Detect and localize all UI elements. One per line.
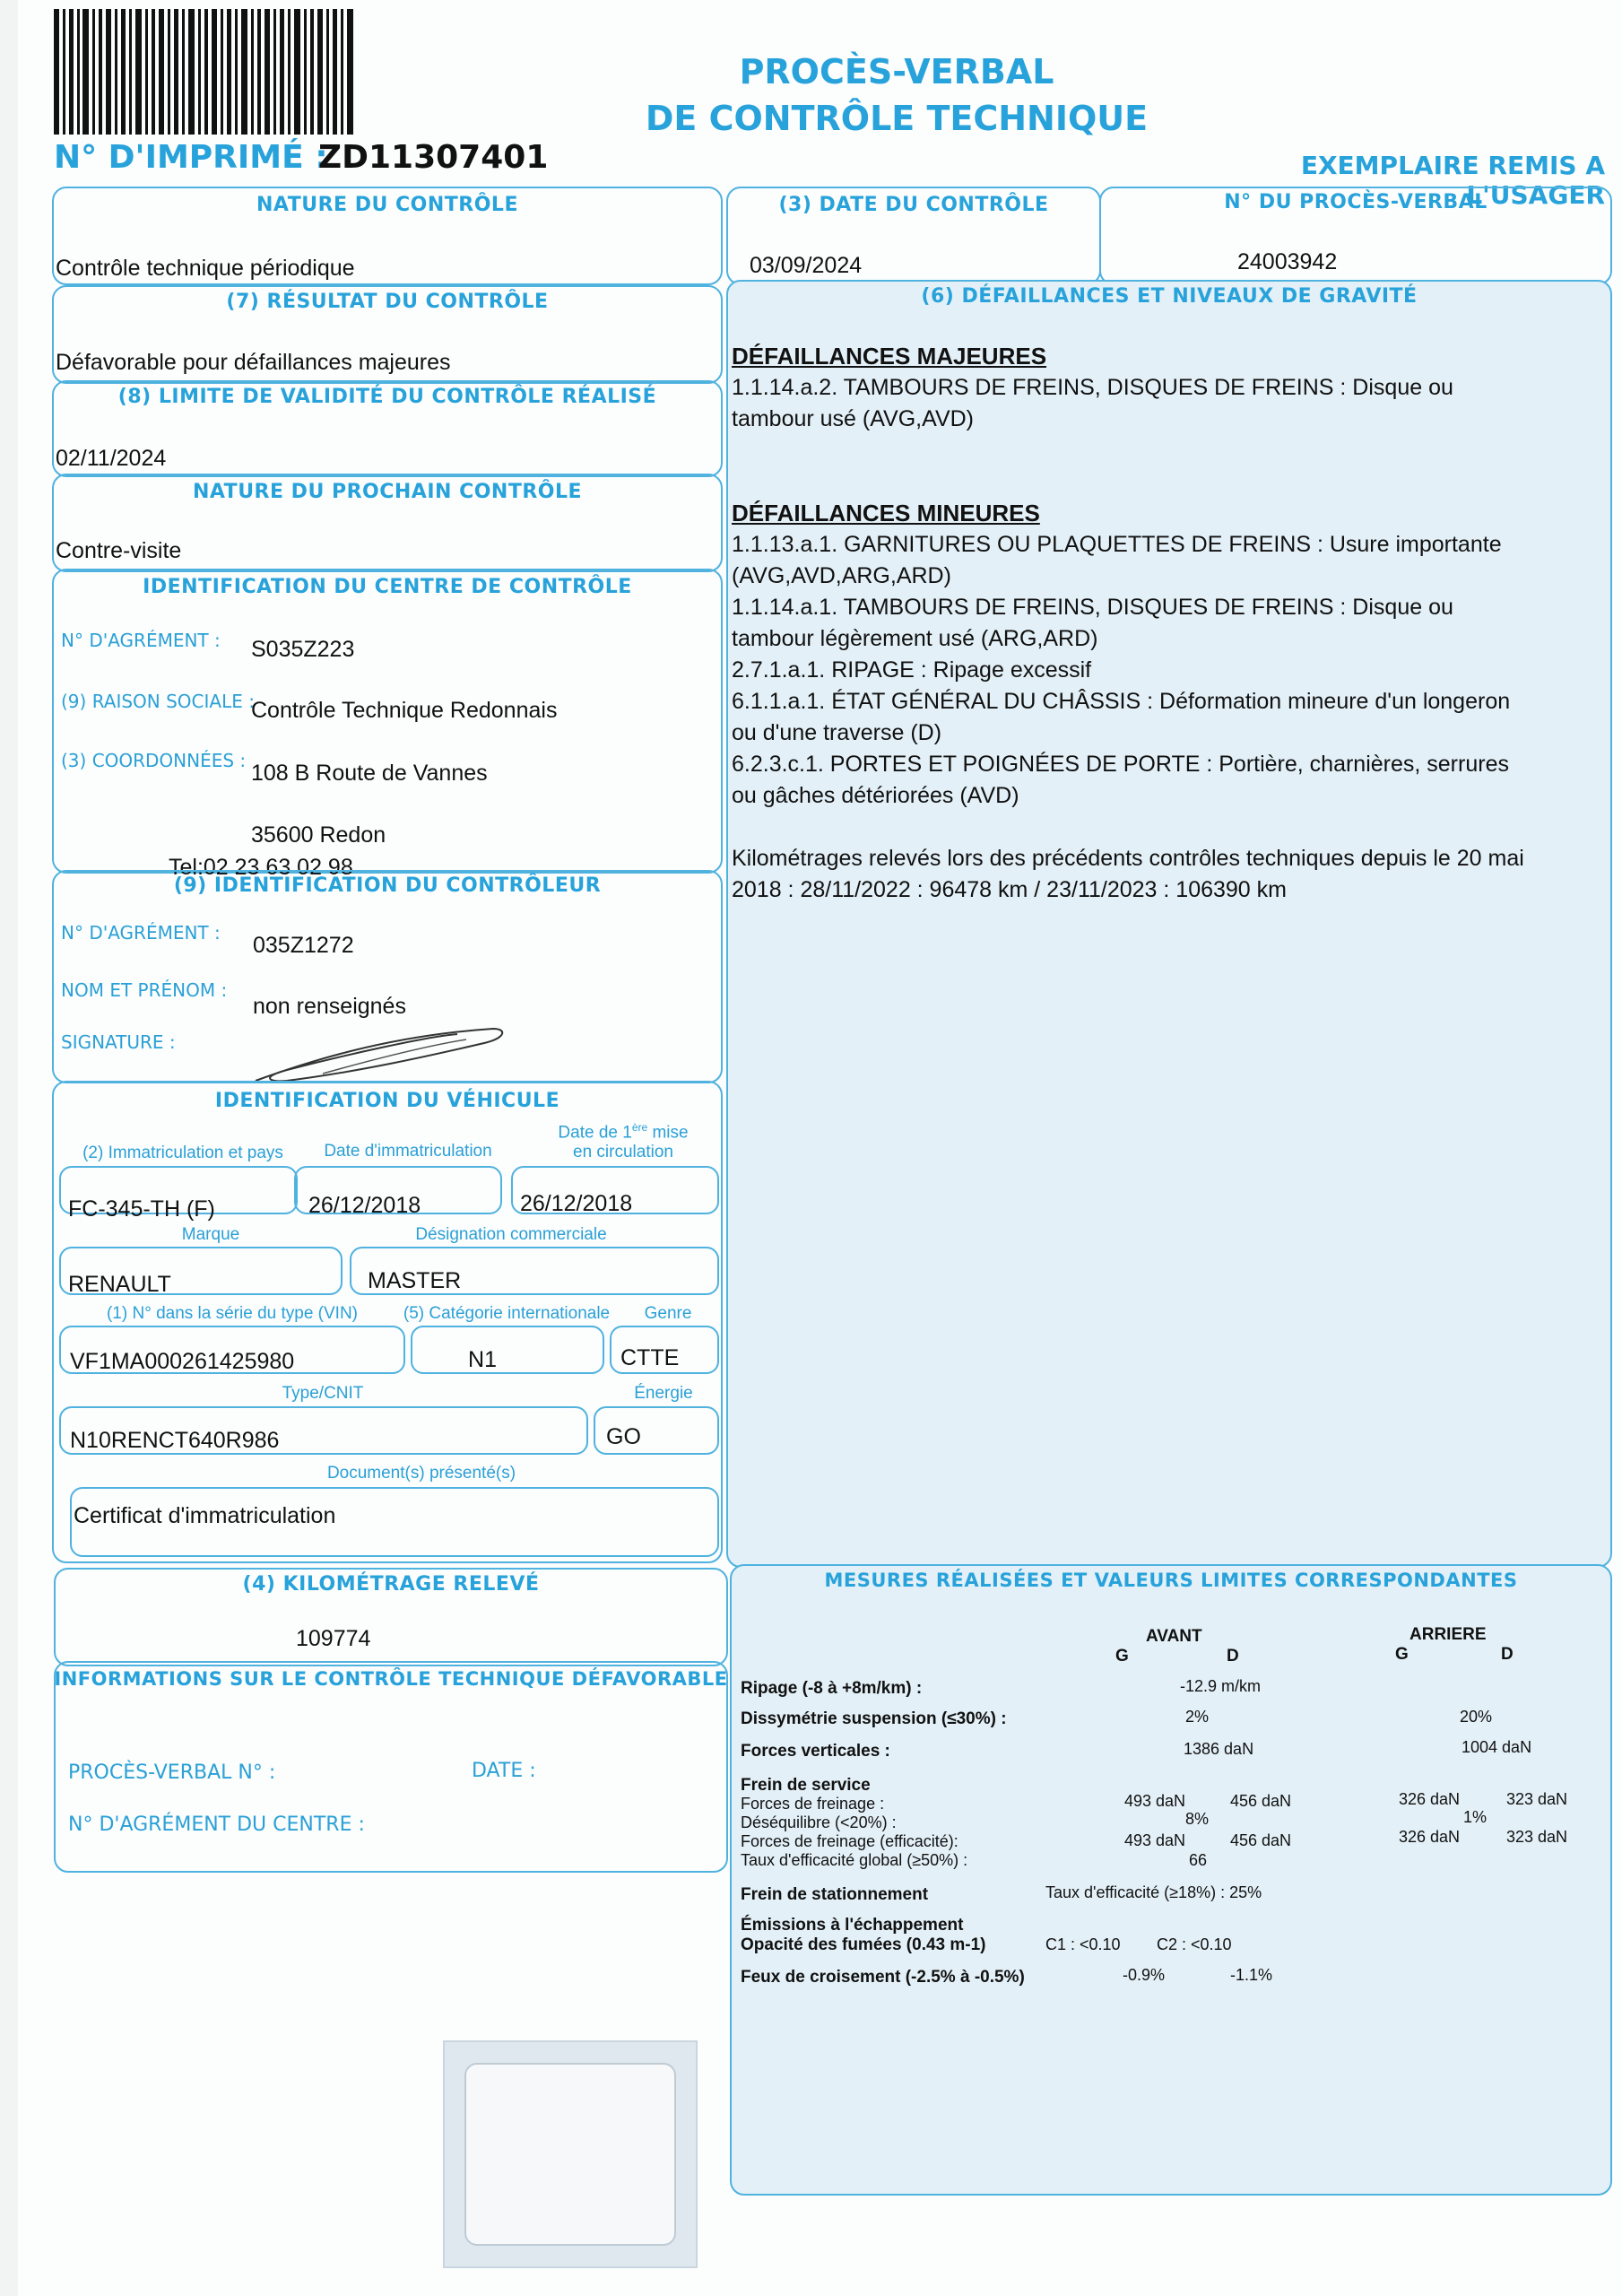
forces-vert-label: Forces verticales : <box>741 1742 890 1761</box>
resultat-value: Défavorable pour défaillances majeures <box>56 350 451 375</box>
type-value: N10RENCT640R986 <box>70 1428 280 1453</box>
centre-agrement-value: S035Z223 <box>251 637 355 662</box>
defaillances-content <box>732 341 1539 906</box>
defavorable-date-label: DATE : <box>472 1760 536 1782</box>
ripage-label: Ripage (-8 à +8m/km) : <box>741 1679 923 1698</box>
nature-controle-value: Contrôle technique périodique <box>56 256 355 281</box>
mesures-box <box>730 1564 1612 2196</box>
categorie-value: N1 <box>468 1347 497 1372</box>
ripage-value: -12.9 m/km <box>1180 1677 1262 1695</box>
opacite-c2: C2 : <0.10 <box>1157 1935 1232 1953</box>
vin-label: (1) N° dans la série du type (VIN) <box>106 1304 359 1323</box>
date-controle-value: 03/09/2024 <box>750 253 863 278</box>
type-label: Type/CNIT <box>282 1384 364 1403</box>
forces-vert-av: 1386 daN <box>1184 1740 1254 1758</box>
mineure-item: 1.1.14.a.1. TAMBOURS DE FREINS, DISQUES DE FREINS : Disque ou tambour légèrement usé (ARG,ARD) <box>732 595 1453 651</box>
avant-g: G <box>1115 1647 1129 1665</box>
feux-g: -0.9% <box>1123 1966 1166 1984</box>
date-mise-label1: Date de 1ère mise <box>558 1121 689 1143</box>
date-immat-value: 26/12/2018 <box>308 1193 421 1218</box>
controleur-nom-label: NOM ET PRÉNOM : <box>61 979 228 1001</box>
centre-coord-line2: 35600 Redon <box>251 822 386 848</box>
pv-value: 24003942 <box>1237 249 1338 274</box>
mineures-title: DÉFAILLANCES MINEURES <box>732 500 1040 526</box>
controleur-agrement-label: N° D'AGRÉMENT : <box>61 922 221 944</box>
controleur-nom-value: non renseignés <box>253 994 406 1019</box>
prochain-value: Contre-visite <box>56 538 182 563</box>
barcode <box>54 9 359 135</box>
defaillances-title: (6) DÉFAILLANCES ET NIVEAUX DE GRAVITÉ <box>921 285 1418 308</box>
controleur-agrement-value: 035Z1272 <box>253 933 354 958</box>
arriere-label: ARRIERE <box>1409 1625 1487 1644</box>
feux-d: -1.1% <box>1230 1966 1273 1984</box>
controleur-signature-label: SIGNATURE : <box>61 1031 176 1053</box>
majeures-title: DÉFAILLANCES MAJEURES <box>732 343 1047 370</box>
dissym-label: Dissymétrie suspension (≤30%) : <box>741 1709 1007 1728</box>
copy-note: EXEMPLAIRE REMIS A L'USAGER <box>1300 151 1605 210</box>
centre-title: IDENTIFICATION DU CENTRE DE CONTRÔLE <box>143 576 632 598</box>
genre-label: Genre <box>644 1304 692 1323</box>
imprime-value: ZD11307401 <box>318 139 549 176</box>
limite-value: 02/11/2024 <box>56 446 167 471</box>
forces-eff-av-g: 493 daN <box>1124 1831 1186 1849</box>
forces-frein-av-g: 493 daN <box>1124 1792 1186 1810</box>
genre-value: CTTE <box>620 1345 680 1370</box>
date-immat-label: Date d'immatriculation <box>324 1142 492 1161</box>
imprime-label: N° D'IMPRIMÉ : <box>54 139 328 176</box>
emissions-label: Émissions à l'échappement <box>741 1916 964 1935</box>
arriere-g: G <box>1395 1645 1409 1664</box>
taux-global-label: Taux d'efficacité global (≥50%) : <box>741 1851 968 1869</box>
opacite-c1: C1 : <0.10 <box>1045 1935 1121 1953</box>
feux-label: Feux de croisement (-2.5% à -0.5%) <box>741 1968 1025 1987</box>
designation-label: Désignation commerciale <box>415 1225 607 1244</box>
signature-drawing <box>251 1018 511 1090</box>
centre-tel: Tel:02 23 63 02 98 <box>169 855 353 880</box>
forces-frein-ar-g: 326 daN <box>1399 1790 1461 1808</box>
nature-controle-title: NATURE DU CONTRÔLE <box>256 194 518 216</box>
centre-coord-label: (3) COORDONNÉES : <box>61 750 247 771</box>
defavorable-agrement-label: N° D'AGRÉMENT DU CENTRE : <box>68 1813 365 1836</box>
resultat-title: (7) RÉSULTAT DU CONTRÔLE <box>226 291 549 313</box>
centre-raison-label: (9) RAISON SOCIALE : <box>61 691 255 712</box>
mineure-item: 6.2.3.c.1. PORTES ET POIGNÉES DE PORTE : Portière, charnières, serrures ou gâches détériorées (AVD) <box>732 752 1509 808</box>
desequilibre-label: Déséquilibre (<20%) : <box>741 1813 897 1831</box>
photo-window <box>464 2063 676 2246</box>
kilometrages-note: Kilométrages relevés lors des précédents contrôles techniques depuis le 20 mai 2018 : 28/11/2022 : 96478 km / 23/11/2023 : 106390 km <box>732 846 1524 902</box>
avant-d: D <box>1227 1647 1239 1665</box>
desequilibre-av: 8% <box>1185 1810 1210 1828</box>
mesures-title: MESURES RÉALISÉES ET VALEURS LIMITES CORRESPONDANTES <box>824 1570 1518 1591</box>
limite-title: (8) LIMITE DE VALIDITÉ DU CONTRÔLE RÉALISÉ <box>117 386 657 408</box>
vehicule-title: IDENTIFICATION DU VÉHICULE <box>214 1090 560 1112</box>
mineure-item: 1.1.13.a.1. GARNITURES OU PLAQUETTES DE FREINS : Usure importante (AVG,AVD,ARG,ARD) <box>732 532 1502 588</box>
dissym-ar: 20% <box>1460 1708 1493 1726</box>
dissym-av: 2% <box>1185 1708 1210 1726</box>
defavorable-pv-label: PROCÈS-VERBAL N° : <box>68 1761 276 1784</box>
avant-label: AVANT <box>1146 1627 1202 1646</box>
immat-value: FC-345-TH (F) <box>68 1196 215 1222</box>
majeure-item: 1.1.14.a.2. TAMBOURS DE FREINS, DISQUES DE FREINS : Disque ou tambour usé (AVG,AVD) <box>732 375 1453 431</box>
energie-label: Énergie <box>634 1384 693 1403</box>
pv-title: N° DU PROCÈS-VERBAL <box>1224 191 1488 213</box>
documents-value: Certificat d'immatriculation <box>74 1503 336 1528</box>
forces-vert-ar: 1004 daN <box>1462 1738 1532 1756</box>
stationnement-value: Taux d'efficacité (≥18%) : 25% <box>1045 1883 1262 1901</box>
forces-eff-av-d: 456 daN <box>1230 1831 1292 1849</box>
mineure-item: 6.1.1.a.1. ÉTAT GÉNÉRAL DU CHÂSSIS : Déformation mineure d'un longeron ou d'une traverse (D) <box>732 689 1511 745</box>
taux-global-value: 66 <box>1189 1851 1208 1869</box>
prochain-title: NATURE DU PROCHAIN CONTRÔLE <box>192 481 583 503</box>
forces-frein-label: Forces de freinage : <box>741 1795 885 1813</box>
date-mise-label2: en circulation <box>573 1143 673 1161</box>
defavorable-title: INFORMATIONS SUR LE CONTRÔLE TECHNIQUE DÉFAVORABLE <box>54 1668 728 1690</box>
vin-value: VF1MA000261425980 <box>70 1349 295 1374</box>
arriere-d: D <box>1501 1645 1514 1664</box>
centre-raison-value: Contrôle Technique Redonnais <box>251 698 558 723</box>
desequilibre-ar: 1% <box>1463 1808 1488 1826</box>
energie-value: GO <box>606 1424 641 1449</box>
categorie-label: (5) Catégorie internationale <box>403 1304 611 1323</box>
title-line1: PROCÈS-VERBAL <box>739 52 1054 91</box>
marque-value: RENAULT <box>68 1272 171 1297</box>
frein-service-label: Frein de service <box>741 1776 871 1795</box>
forces-eff-label: Forces de freinage (efficacité): <box>741 1832 958 1850</box>
date-controle-title: (3) DATE DU CONTRÔLE <box>778 194 1049 216</box>
kilometrage-title: (4) KILOMÉTRAGE RELEVÉ <box>242 1573 540 1596</box>
marque-label: Marque <box>181 1225 240 1244</box>
kilometrage-value: 109774 <box>296 1626 371 1651</box>
centre-agrement-label: N° D'AGRÉMENT : <box>61 630 221 651</box>
centre-coord-line1: 108 B Route de Vannes <box>251 761 488 786</box>
opacite-label: Opacité des fumées (0.43 m-1) <box>741 1935 986 1954</box>
stationnement-label: Frein de stationnement <box>741 1885 929 1904</box>
title-line2: DE CONTRÔLE TECHNIQUE <box>645 99 1149 138</box>
date-mise-value: 26/12/2018 <box>520 1191 633 1216</box>
immat-label: (2) Immatriculation et pays <box>82 1144 283 1162</box>
documents-label: Document(s) présenté(s) <box>326 1464 516 1483</box>
forces-frein-av-d: 456 daN <box>1230 1792 1292 1810</box>
designation-value: MASTER <box>368 1268 462 1293</box>
controleur-title: (9) IDENTIFICATION DU CONTRÔLEUR <box>173 874 602 897</box>
mineure-item: 2.7.1.a.1. RIPAGE : Ripage excessif <box>732 657 1092 683</box>
forces-frein-ar-d: 323 daN <box>1506 1790 1568 1808</box>
forces-eff-ar-d: 323 daN <box>1506 1828 1568 1846</box>
document-page <box>18 0 1622 2296</box>
forces-eff-ar-g: 326 daN <box>1399 1828 1461 1846</box>
